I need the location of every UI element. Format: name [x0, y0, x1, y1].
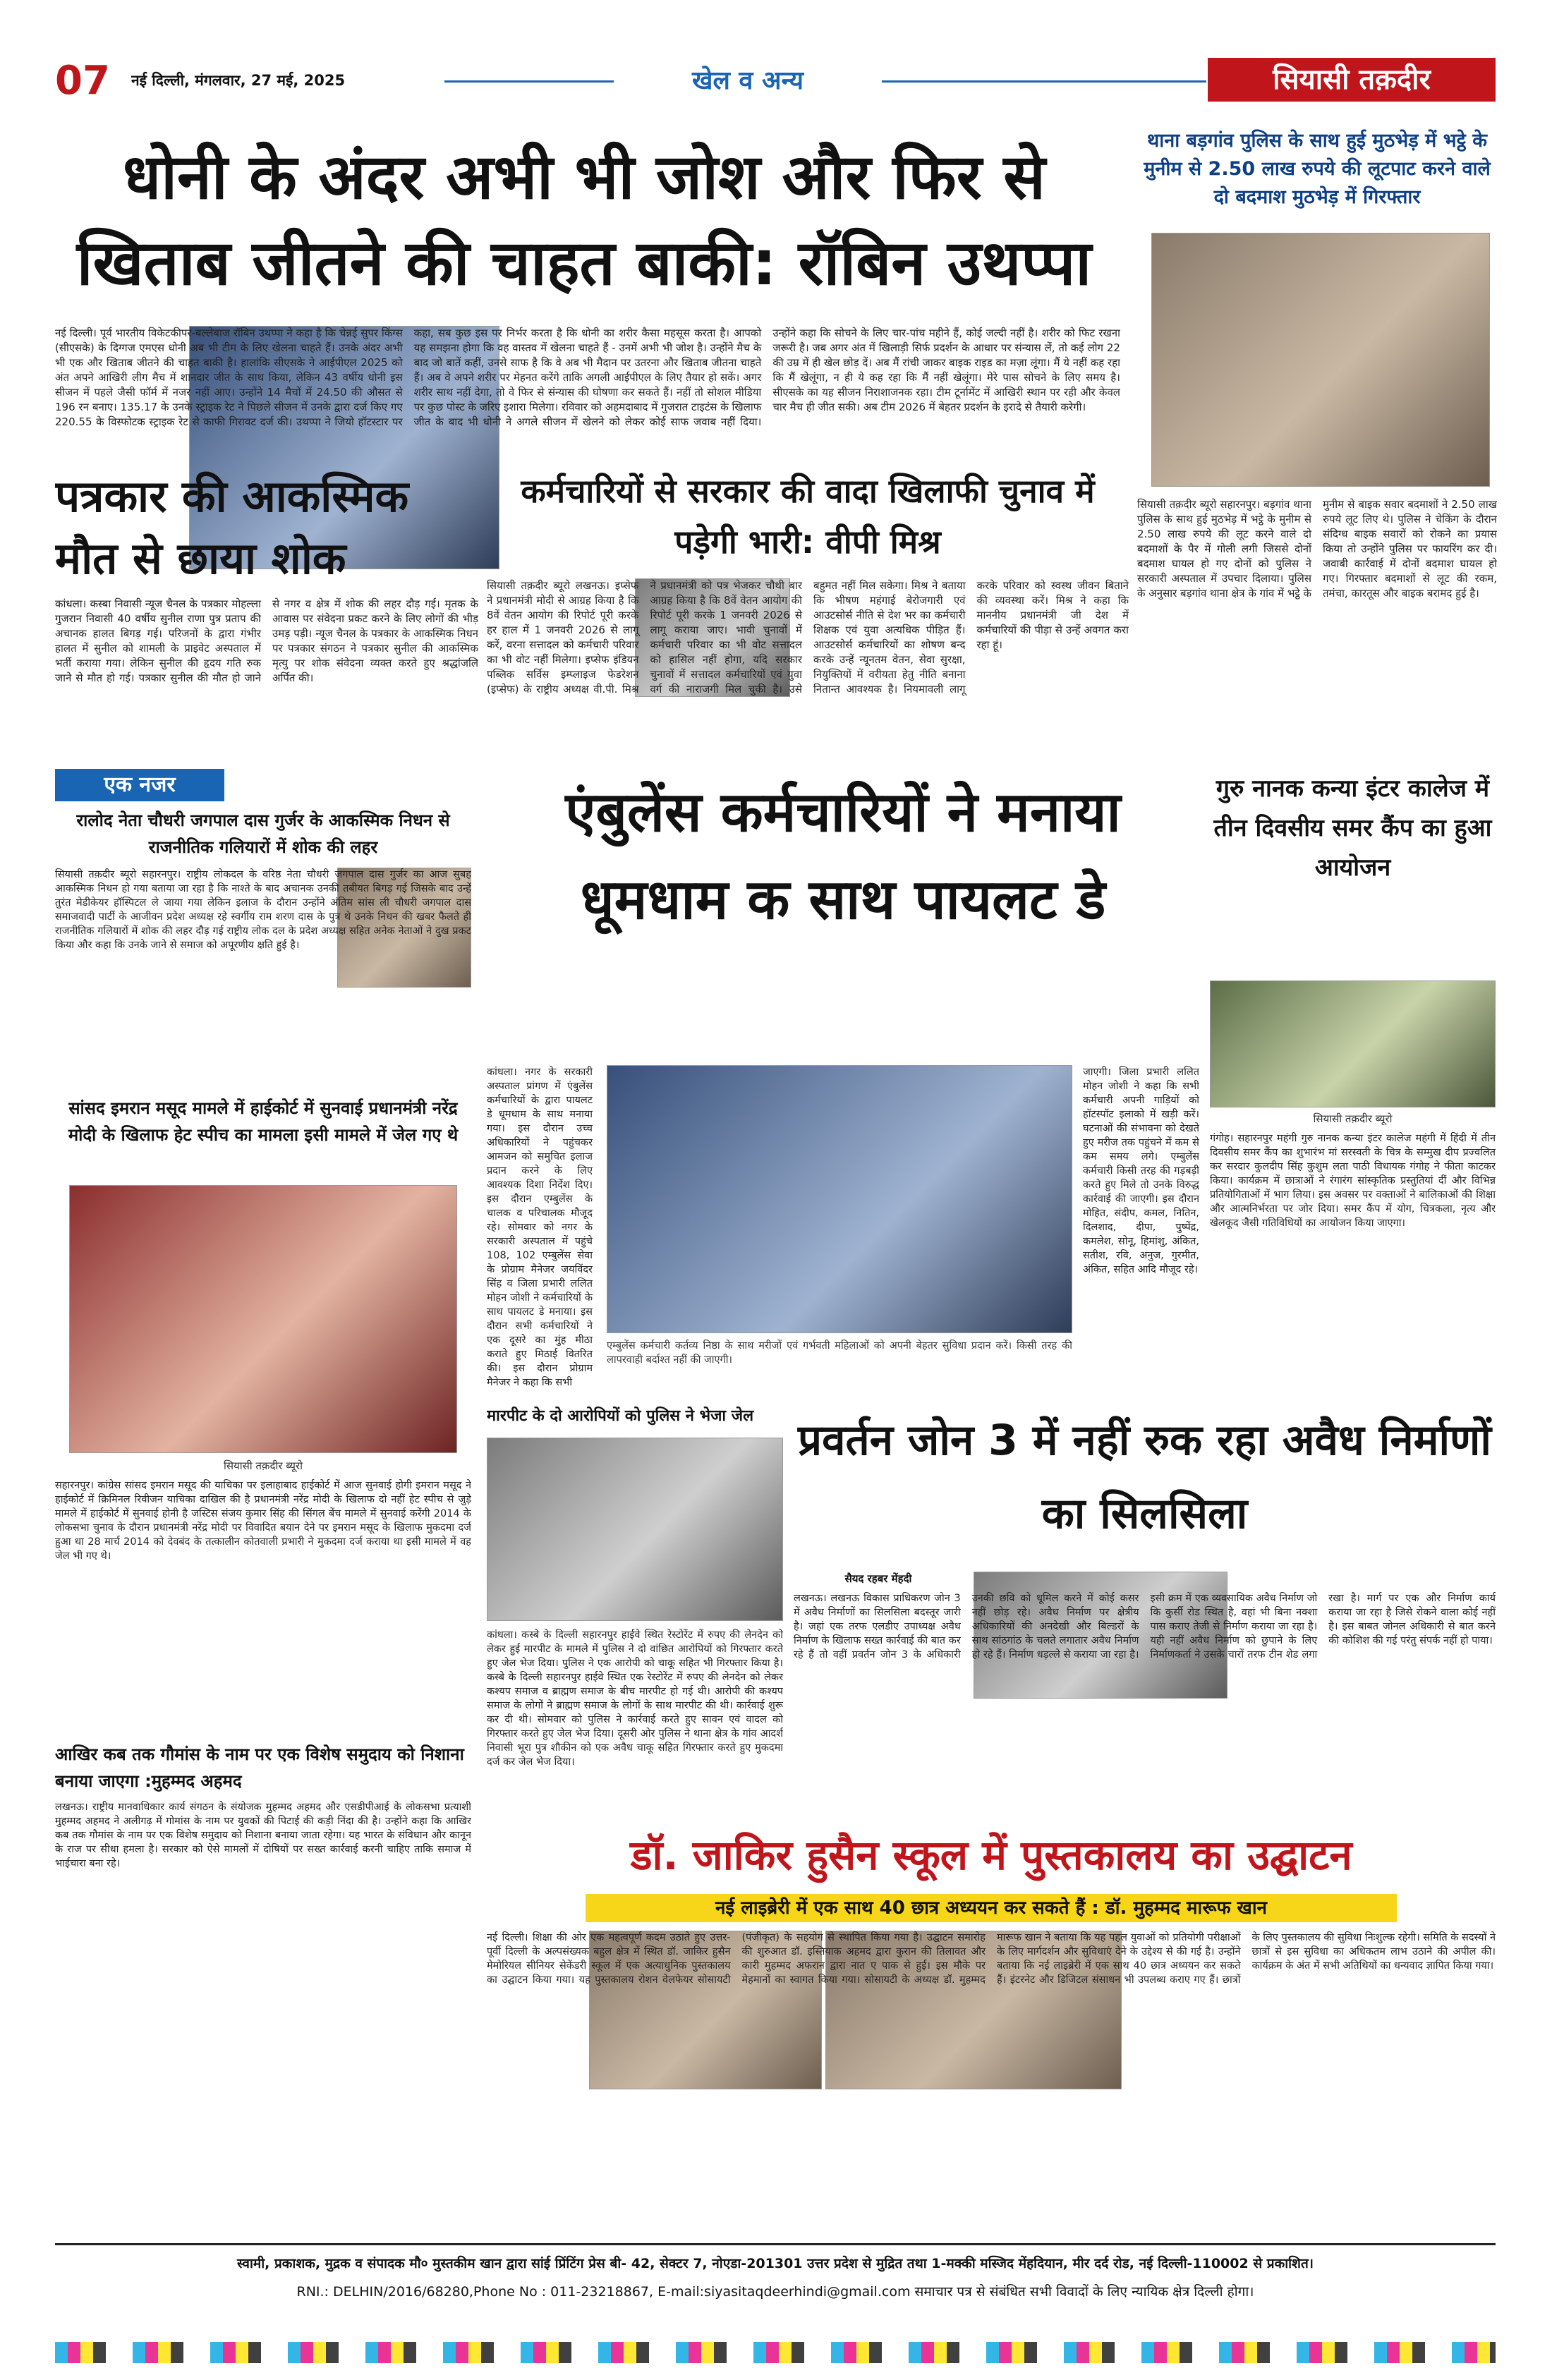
date-line: नई दिल्ली, मंगलवार, 27 मई, 2025: [131, 72, 346, 89]
ambulance-caption: एम्बुलेंस कर्मचारी कर्तव्य निष्ठा के साथ मरीजों एवं गर्भवती महिलाओं को अपनी बेहतर सुविधा प्रदान करें। किसी तरह की लापरवाही बर्दाश्त नहीं की जाएगी।: [607, 1340, 1072, 1366]
gaumans-text: लखनऊ। राष्ट्रीय मानवाधिकार कार्य संगठन के संयोजक मुहम्मद अहमद और एसडीपीआई के लोकसभा प्रत्याशी मुहम्मद अहमद ने अलीगढ़ में गोमांस के नाम पर युवकों की पिटाई की कड़ी निंदा की है। उन्होंने कहा कि आखिर कब तक गौमांस के नाम पर एक विशेष समुदाय को निशाना बनाया जाता रहेगा। यह भारत के संविधान और कानून के राज पर सीधा हमला है। सरकार को ऐसे मामलों में दोषियों पर सख्त कार्रवाई करनी चाहिए ताकि समाज में भाईचारा बना रहे।: [55, 1802, 471, 1869]
zakir-headline: डॉ. जाकिर हुसैन स्कूल में पुस्तकालय का उद्घाटन: [630, 1831, 1352, 1879]
jagpal-headline: रालोद नेता चौधरी जगपाल दास गुर्जर के आकस्मिक निधन से राजनीतिक गलियारों में शोक की लहर: [76, 810, 450, 857]
thana-headline: थाना बड़गांव पुलिस के साथ हुई मुठभेड़ में भट्ठे के मुनीम से 2.50 लाख रुपये की लूटपाट करने वाले दो बदमाश मुठभेड़ में गिरफ्तार: [1144, 130, 1491, 208]
guru-nanak-story: [1210, 769, 1496, 1390]
ek-nazar-column: [55, 769, 471, 1954]
left-rule: [444, 80, 614, 83]
zakir-subhead: नई लाइब्रेरी में एक साथ 40 छात्र अध्ययन कर सकते हैं : डॉ. मुहम्मद मारूफ खान: [586, 1894, 1397, 1922]
journalist-headline: पत्रकार की आकस्मिक मौत से छाया शोक: [55, 470, 409, 584]
lead-text: नई दिल्ली। पूर्व भारतीय विकेटकीपर-बल्लेबाज रॉबिन उथप्पा ने कहा है कि चेन्नई सुपर किंग्स (सीएसके) के दिग्गज एमएस धोनी अब भी टीम के लिए खेलना चाहते हैं। उनके अंदर अभी भी एक और खिताब जीतने की चाहत बाकी है। हालांकि सीएसके ने आईपीएल 2025 को अंत अपने आखिरी लीग मैच में शानदार जीत के साथ किया, लेकिन 43 वर्षीय धोनी इस सीजन में पहले जैसी फॉर्म में नजर नहीं आए। उन्होंने 14 मैचों में 24.50 की औसत से 196 रन बनाए। 135.17 के उनके स्ट्राइक रेट ने पिछले सीजन में उनके द्वारा दर्ज किए गए 220.55 के विस्फोटक स्ट्राइक रेट से काफी गिरावट दर्ज की। उथप्पा ने जियो हॉटस्टार पर कहा, सब कुछ इस पर निर्भर करता है कि धोनी का शरीर कैसा महसूस करता है। आपको यह समझना होगा कि वह वास्तव में खेलना चाहते हैं - उनमें अभी भी जोश है। उन्होंने मैच के बाद जो बातें कहीं, उनसे साफ है कि वे अब भी मैदान पर उतरना और खिताब जीतना चाहते हैं। अब वे अपने शरीर पर मेहनत करेंगे ताकि अगली आईपीएल के लिए तैयार हो सकें। अगर शरीर साथ नहीं देगा, तो वे फिर से संन्यास की घोषणा कर सकते हैं। नहीं तो सोशल मीडिया पर कुछ पोस्ट के जरिए इशारा मिलेगा। रविवार को अहमदाबाद में गुजरात टाइटंस के खिलाफ जीत के बाद भी धोनी ने अगले सीजन में खेलने को लेकर कोई साफ जवाब नहीं दिया। उन्होंने कहा कि सोचने के लिए चार-पांच महीने हैं, कोई जल्दी नहीं है। शरीर को फिट रखना जरूरी है। जब अगर अंत में खिलाड़ी सिर्फ प्रदर्शन के आधार पर संन्यास लें, तो कई लोग 22 की उम्र में ही खेल छोड़ दें। अब मैं रांची जाकर बाइक राइड का मज़ा लूंगा। मैं ये नहीं कह रहा कि मैं खेलूंगा, न ही ये कह रहा कि मैं नहीं खेलूंगा। मेरे पास सोचने के लिए समय है। सीएसके का यह सीजन निराशाजनक रहा। टीम टूर्नामेंट में आखिरी स्थान पर रही और केवल चार मैच ही जीत सकी। अब टीम 2026 में बेहतर प्रदर्शन के इरादे से तैयारी करेगी।: [55, 327, 1120, 428]
journalist-story: [55, 466, 478, 758]
zakir-text: नई दिल्ली। शिक्षा की ओर एक महत्वपूर्ण कदम उठाते हुए उत्तर-पूर्वी दिल्ली के अल्पसंख्यक बहुल क्षेत्र में स्थित डॉ. जाकिर हुसैन मेमोरियल सीनियर सेकेंडरी स्कूल में एक अत्याधुनिक पुस्तकालय का उद्घाटन किया गया। यह पुस्तकालय रोशन वेलफेयर सोसायटी (पंजीकृत) के सहयोग से स्थापित किया गया है। उद्घाटन समारोह की शुरुआत डॉ. इस्तियाक अहमद द्वारा कुरान की तिलावत और कारी मुहम्मद अफरान द्वारा नात ए पाक से हुई। इस मौके पर मेहमानों का स्वागत किया गया। सोसायटी के अध्यक्ष डॉ. मुहम्मद मारूफ खान ने बताया कि यह पहल युवाओं को प्रतियोगी परीक्षाओं के लिए मार्गदर्शन और सुविधाएं देने के उद्देश्य से की गई है। उन्होंने बताया कि नई लाइब्रेरी में एक साथ 40 छात्र अध्ययन कर सकते हैं। इंटरनेट और डिजिटल संसाधन भी उपलब्ध कराए गए हैं। छात्रों के लिए पुस्तकालय की सुविधा निःशुल्क रहेगी। समिति के सदस्यों ने छात्रों से इस सुविधा का अधिकतम लाभ उठाने की अपील की। कार्यक्रम के अंत में सभी अतिथियों का धन्यवाद ज्ञापित किया गया।: [487, 1932, 1496, 1986]
maarpeet-photo: [487, 1438, 783, 1621]
ambulance-photo: [607, 1065, 1072, 1333]
masood-photo: [69, 1185, 457, 1453]
gaumans-headline: आखिर कब तक गौमांस के नाम पर एक विशेष समुदाय को निशाना बनाया जाएगा :मुहम्मद अहमद: [55, 1744, 464, 1791]
footer-rni: RNI.: DELHIN/2016/68280,Phone No : 011-23218867, E-mail:siyasitaqdeerhindi@gmail.com समाचार पत्र से संबंधित सभी विवादों के लिए न्यायिक क्षेत्र दिल्ली होगा।: [296, 2284, 1254, 2300]
lead-headline: धोनी के अंदर अभी भी जोश और फिर से खिताब जीतने की चाहत बाकी: रॉबिन उथप्पा: [76, 140, 1092, 299]
page-number: 07: [55, 58, 110, 100]
masood-headline: सांसद इमरान मसूद मामले में हाईकोर्ट में सुनवाई प्रधानमंत्री नरेंद्र मोदी के खिलाफ हेट स्पीच का मामला इसी मामले में जेल गए थे: [68, 1098, 459, 1145]
zakir-story: [487, 1823, 1496, 2218]
journalist-text: कांधला। कस्बा निवासी न्यूज चैनल के पत्रकार मोहल्ला गुजरान निवासी 40 वर्षीय सुनील राणा पुत्र प्रताप की अचानक हालत बिगड़ गई। परिजनों के द्वारा गंभीर हालत में सुनील को शामली के प्राइवेट अस्पताल में भर्ती कराया गया। लेकिन सुनील की हृदय गति रुक जाने से मौत हो गई। पत्रकार सुनील की मौत हो जाने से नगर व क्षेत्र में शोक की लहर दौड़ गई। मृतक के आवास पर संवेदना प्रकट करने के लिए लोगों की भीड़ उमड़ पड़ी। न्यूज चैनल के पत्रकार के आकस्मिक निधन पर पत्रकार संगठन ने पत्रकार सुनील की आकस्मिक मृत्यु पर शोक संवेदना व्यक्त करते हुए श्रद्धांजलि अर्पित की।: [55, 597, 478, 684]
ambulance-text-right: जाएगी। जिला प्रभारी ललित मोहन जोशी ने कहा कि सभी कर्मचारी अपनी गाड़ियों को हॉटस्पॉट इलाको में खड़ी करें। घटनाओं की संभावना को देखते हुए मरीज तक पहुंचने में कम से कम समय लगे। एम्बुलेंस कर्मचारी किसी तरह की गड़बड़ी करते हुए मिले तो उनके विरुद्ध कार्रवाई की जाएगी। इस दौरान मोहित, संदीप, कमल, नितिन, दिलशाद, दीपा, पुष्पेंद्र, कमलेश, सोनू, हिमांशु, अंकित, सतीश, रवि, अनुज, गुरमीत, अंकित, सहित आदि मौजूद रहे।: [1083, 1067, 1199, 1275]
brand-box: सियासी तक़दीर: [1208, 58, 1496, 102]
pravartan-byline: सैयद रहबर मेंहदी: [844, 1572, 912, 1585]
color-register-marks: [55, 2342, 1496, 2363]
right-rule: [882, 80, 1206, 83]
thana-photo: [1151, 233, 1490, 487]
maarpeet-story: [487, 1404, 783, 1813]
ambulance-text-left: कांधला। नगर के सरकारी अस्पताल प्रांगण में एंबुलेंस कर्मचारियों के द्वारा पायलट डे धूमधाम के साथ मनाया गया। इस दौरान उच्च अधिकारियों ने पहुंचकर आमजन को समुचित इलाज प्रदान करने के लिए आवश्यक दिशा निर्देश दिए। इस दौरान एम्बुलेंस के चालक व परिचालक मौजूद रहे। सोमवार को नगर के सरकारी अस्पताल में पहुंचे 108, 102 एम्बुलेंस सेवा के प्रोग्राम मैनेजर जयविंदर सिंह व जिला प्रभारी ललित मोहन जोशी ने कर्मचारियों के साथ पायलट डे मनाया। इस दौरान सभी कर्मचारियों ने एक दूसरे का मुंह मीठा कराते हुए मिठाई वितरित की। इस दौरान प्रोग्राम मैनेजर ने कहा कि सभी: [487, 1067, 593, 1388]
maarpeet-headline: मारपीट के दो आरोपियों को पुलिस ने भेजा जेल: [487, 1407, 754, 1425]
thana-text: सियासी तक़दीर ब्यूरो सहारनपुर। बड़गांव थाना पुलिस के साथ हुई मुठभेड़ में भट्ठे के मुनीम से 2.50 लाख रुपये की लूट करने वाले दो बदमाशों के पैर में गोली लगी जिससे दोनों बदमाश घायल हो गए दोनों को पुलिस ने सरकारी अस्पताल में उपचार दिलाया। पुलिस के अनुसार बड़गांव थाना क्षेत्र के गांव में भट्ठे के मुनीम से बाइक सवार बदमाशों ने 2.50 लाख रुपये लूट लिए थे। पुलिस ने चेकिंग के दौरान संदिग्ध बाइक सवारों को रोकने का प्रयास किया तो उन्होंने पुलिस पर फायरिंग कर दी। जवाबी कार्रवाई में दोनों बदमाश घायल हो गए। गिरफ्तार बदमाशों से लूट की रकम, तमंचा, कारतूस और बाइक बरामद हुई है।: [1137, 498, 1497, 600]
pravartan-story: [794, 1404, 1496, 1813]
karmachari-text: सियासी तक़दीर ब्यूरो लखनऊ। इप्सेफ ने प्रधानमंत्री मोदी से आग्रह किया है कि 8वें वेतन आयोग की रिपोर्ट पूरी करके हर हाल में 1 जनवरी 2026 से लागू करें, वरना सत्तादल को कर्मचारी परिवार का भी वोट नहीं मिलेगा। इप्सेफ इंडियन पब्लिक सर्विस इम्प्लाइज फेडरेशन (इप्सेफ) के राष्ट्रीय अध्यक्ष वी.पी. मिश्र ने प्रधानमंत्री को पत्र भेजकर चौथी बार आग्रह किया है कि 8वें वेतन आयोग की रिपोर्ट पूरी करके 1 जनवरी 2026 से लागू कराया जाए। भावी चुनावों में कर्मचारी परिवार का भी वोट सत्तादल को हासिल नहीं होगा, यदि सरकार चुनावों में सत्तादल कर्मचारियों एवं युवा वर्ग की नाराजगी मिल चुकी है। उसे बहुमत नहीं मिल सकेगा। मिश्र ने बताया कि भीषण महंगाई बेरोजगारी एवं आउटसोर्स नीति से देश भर का कर्मचारी शिक्षक एवं युवा अत्यधिक पीड़ित हैं। आउटसोर्स कर्मचारियों का शोषण बन्द करके उन्हें न्यूनतम वेतन, सेवा सुरक्षा, नियुक्तियों में वरीयता हेतु नीति बनाना नितान्त आवश्यक है। नियमावली लागू करके परिवार को स्वस्थ जीवन बिताने की व्यवस्था करें। मिश्र ने कहा कि माननीय प्रधानमंत्री जी देश में कर्मचारियों की पीड़ा से उन्हें अवगत करा रहा हूं।: [487, 579, 1129, 696]
masthead: [0, 0, 1552, 106]
footer: [55, 2243, 1496, 2314]
pravartan-headline: प्रवर्तन जोन 3 में नहीं रुक रहा अवैध निर्माणों का सिलसिला: [798, 1416, 1491, 1538]
ambulance-headline: एंबुलेंस कर्मचारियों ने मनाया धूमधाम क साथ पायलट डे: [565, 781, 1121, 932]
thana-story: [1137, 127, 1497, 832]
masood-text: सहारनपुर। कांग्रेस सांसद इमरान मसूद की याचिका पर इलाहाबाद हाईकोर्ट में आज सुनवाई होगी इमरान मसूद ने हाईकोर्ट में क्रिमिनल रिवीजन याचिका दाखिल की है प्रधानमंत्री नरेंद्र मोदी के खिलाफ दो नहीं हेट स्पीच से जुड़े मामले में हाईकोर्ट में सुनवाई होनी है जस्टिस संजय कुमार सिंह की सिंगल बेंच मामले में सुनवाई करेंगी 2014 के लोकसभा चुनाव के दौरान प्रधानमंत्री नरेंद्र मोदी पर विवादित बयान देने पर इमरान मसूद के खिलाफ मुकदमा दर्ज हुआ था 28 मार्च 2014 को देवबंद के तत्कालीन कोतवाली प्रभारी ने मुकदमा दर्ज कराया था इसी मामले में वह जेल भी गए थे।: [55, 1480, 471, 1562]
ambulance-story: [487, 769, 1199, 1390]
ek-nazar-label: एक नजर: [55, 769, 224, 801]
karmachari-headline: कर्मचारियों से सरकार की वादा खिलाफी चुनाव में पड़ेगी भारी: वीपी मिश्र: [521, 472, 1095, 561]
pravartan-text: लखनऊ। लखनऊ विकास प्राधिकरण जोन 3 में अवैध निर्माणों का सिलसिला बदस्तूर जारी है। जहां एक तरफ एलडीए उपाध्यक्ष अवैध निर्माण के खिलाफ सख्त कार्रवाई की बात कर रहे हैं तो वहीं प्रवर्तन जोन 3 के अधिकारी उनकी छवि को धूमिल करने में कोई कसर नहीं छोड़ रहे। अवैध निर्माण पर क्षेत्रीय अधिकारियों की अनदेखी और बिल्डरों के साथ सांठगांठ के चलते लगातार अवैध निर्माण हो रहे हैं। निर्माण धड़ल्ले से कराया जा रहा है। इसी क्रम में एक व्यवसायिक अवैध निर्माण जो कि कुर्सी रोड स्थित है, वहां भी बिना नक्शा पास कराए तेजी से निर्माण कराया जा रहा है। यही नहीं अवैध निर्माण को छुपाने के लिए निर्माणकर्ता ने उसके चारों तरफ टीन शेड लगा रखा है। मार्ग पर एक और निर्माण कार्य कराया जा रहा है जिसे रोकने वाला कोई नहीं है। इस बाबत जोनल अधिकारी से बात करने की कोशिश की गई परंतु संपर्क नहीं हो पाया।: [794, 1593, 1496, 1660]
karmachari-story: [487, 466, 1129, 758]
jagpal-text: सियासी तक़दीर ब्यूरो सहारनपुर। राष्ट्रीय लोकदल के वरिष्ठ नेता चौधरी जगपाल दास गुर्जर का आज सुबह आकस्मिक निधन हो गया बताया जा रहा है कि नाश्ते के बाद अचानक उनकी तबीयत बिगड़ गई जिसके बाद उन्हें तुरंत मेडीकेयर हॉस्पिटल ले जाया गया लेकिन इलाज के दौरान उन्होंने अंतिम सांस ली चौधरी जगपाल दास समाजवादी पार्टी के आजीवन प्रदेश अध्यक्ष रहे स्वर्गीय राम शरण दास के पुत्र थे उनके निधन की खबर फैलते ही राजनीतिक गलियारों में शोक की लहर दौड़ गई राष्ट्रीय लोक दल के प्रदेश अध्यक्ष सहित अनेक नेताओं ने दुख प्रकट किया और कहा कि उनके जाने से समाज को अपूरणीय क्षति हुई है।: [55, 869, 471, 951]
maarpeet-text: कांधला। कस्बे के दिल्ली सहारनपुर हाईवे स्थित रेस्टोरेंट में रुपए की लेनदेन को लेकर हुई मारपीट के मामले में पुलिस ने दो वांछित आरोपियों को गिरफ्तार करते हुए जेल भेज दिया। पुलिस ने एक आरोपी को चाकू सहित भी गिरफ्तार किया है। कस्बे के दिल्ली सहारनपुर हाईवे स्थित एक रेस्टोरेंट में रुपए की लेनदेन को लेकर कश्यप समाज व ब्राह्मण समाज के बीच मारपीट हो गई थी। आरोपी की कश्यप समाज के लोगों ने ब्राह्मण समाज के लोगों के साथ मारपीट की थी। कार्रवाई शुरू कर दी थी। सोमवार को पुलिस ने कार्रवाई करते हुए सावन एवं वादल को गिरफ्तार करते हुए जेल भेज दिया। दूसरी ओर पुलिस ने थाना क्षेत्र के गांव आदर्श निवासी भूरा पुत्र शौकीन को एक अवैध चाकू सहित गिरफ्तार करते हुए मुकदमा दर्ज कर जेल भेज दिया।: [487, 1629, 783, 1768]
guru-nanak-photo: [1210, 980, 1496, 1107]
guru-nanak-caption: सियासी तक़दीर ब्यूरो: [1313, 1112, 1393, 1125]
masood-caption: सियासी तक़दीर ब्यूरो: [224, 1459, 303, 1472]
guru-nanak-headline: गुरु नानक कन्या इंटर कालेज में तीन दिवसीय समर कैंप का हुआ आयोजन: [1213, 775, 1492, 882]
footer-imprint: स्वामी, प्रकाशक, मुद्रक व संपादक मौ० मुस्तकीम खान द्वारा सांई प्रिंटिंग प्रेस बी- 42, सेक्टर 7, नोएडा-201301 उत्तर प्रदेश से मुद्रित तथा 1-मक्की मस्जिद मेंहदियान, मीर दर्द रोड, नई दिल्ली-110002 से प्रकाशित।: [237, 2256, 1314, 2271]
guru-nanak-text: गंगोह। सहारनपुर महंगी गुरु नानक कन्या इंटर कालेज महंगी में हिंदी में तीन दिवसीय समर कैंप का शुभारंभ मां सरस्वती के चित्र के सम्मुख दीप प्रज्वलित कर सरदार कुलदीप सिंह कुशुम लता पाठी विधायक गंगोह ने फीता काटकर किया। कार्यक्रम में छात्राओं ने रंगारंग सांस्कृतिक प्रस्तुतियां दीं और विभिन्न प्रतियोगिताओं में भाग लिया। इस अवसर पर वक्ताओं ने बालिकाओं की शिक्षा और आत्मनिर्भरता पर जोर दिया। समर कैंप में योग, चित्रकला, नृत्य और खेलकूद जैसी गतिविधियों का आयोजन किया जाएगा।: [1210, 1133, 1496, 1229]
section-title: खेल व अन्य: [692, 66, 804, 95]
